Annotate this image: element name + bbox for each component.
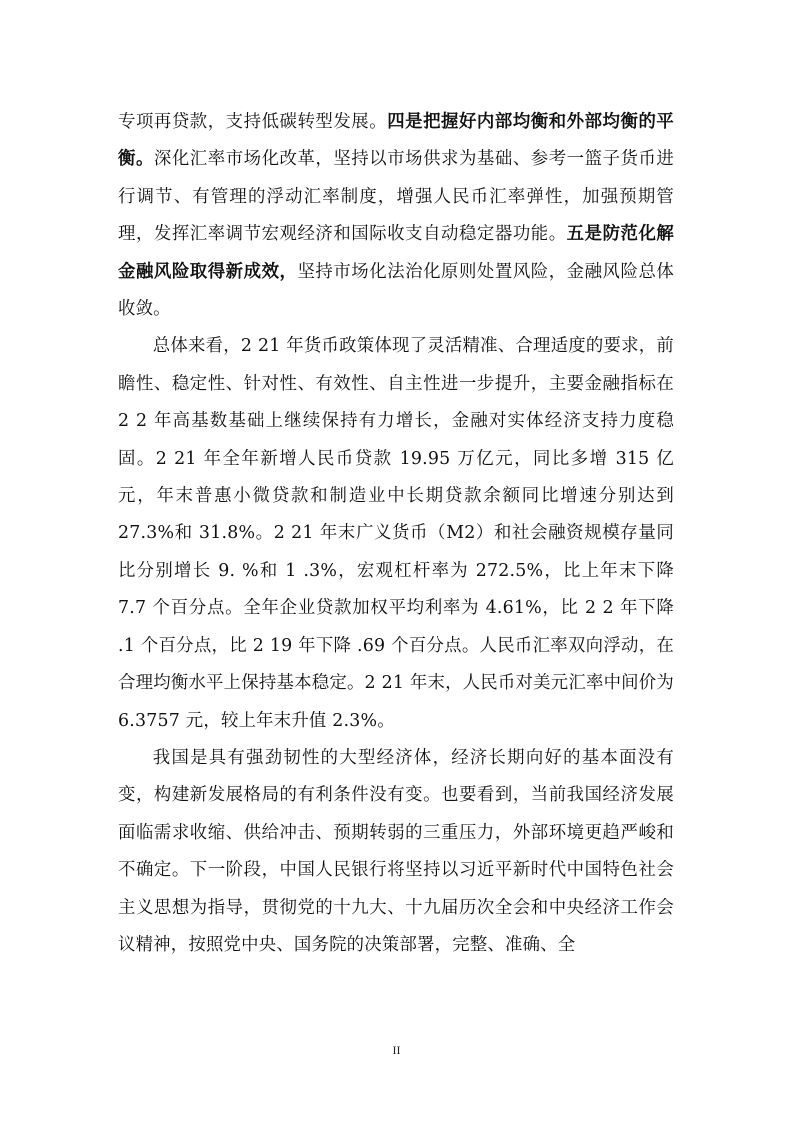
paragraph-3-segment: 我国是具有强劲韧性的大型经济体，经济长期向好的基本面没有变，构建新发展格局的有利条件没有变。也要看到，当前我国经济发展面临需求收缩、供给冲击、预期转弱的三重压力，外部环境更趋严峻和不确定。下一阶段，中国人民银行将坚持以习近平新时代中国特色社会主义思想为指导，贯彻党的十九大、十九届历次全会和中央经济工作会议精神，按照党中央、国务院的决策部署，完整、准确、全 [118, 747, 674, 955]
page-number: II [392, 1043, 401, 1057]
paragraph-1 [118, 104, 674, 328]
paragraph-2-segment: 总体来看，2 21 年货币政策体现了灵活精准、合理适度的要求，前瞻性、稳定性、针对性、有效性、自主性进一步提升，主要金融指标在 2 2 年高基数基础上继续保持有力增长，金融对实体经济支持力度稳固。2 21 年全年新增人民币贷款 19.95 万亿元，同比多增 315 亿元，年末普惠小微贷款和制造业中长期贷款余额同比增速分别达到 27.3%和 31.8%。2 21 年末广义货币（M2）和社会融资规模存量同比分别增长 9. %和 1 .3%，宏观杠杆率为 272.5%，比上年末下降 7.7 个百分点。全年企业贷款加权平均利率为 4.61%，比 2 2 年下降 .1 个百分点，比 2 19 年下降 .69 个百分点。人民币汇率双向浮动，在合理均衡水平上保持基本稳定。2 21 年末，人民币对美元汇率中间价为 6.3757 元，较上年末升值 2.3%。 [118, 336, 674, 731]
paragraph-1-bold-segment: 四是把握好内部均衡和外部均衡的平衡。 [118, 112, 674, 170]
paragraph-3 [118, 740, 674, 964]
paragraph-1-segment: 专项再贷款，支持低碳转型发展。 [118, 112, 388, 132]
paragraph-2 [118, 328, 674, 739]
paragraph-1-segment: 坚持市场化法治化原则处置风险，金融风险总体收敛。 [118, 261, 674, 320]
paragraph-1-bold-segment: 五是防范化解金融风险取得新成效， [118, 224, 674, 282]
paragraph-1-segment: 深化汇率市场化改革，坚持以市场供求为基础、参考一篮子货币进行调节、有管理的浮动汇率制度，增强人民币汇率弹性，加强预期管理，发挥汇率调节宏观经济和国际收支自动稳定器功能。 [118, 149, 674, 245]
body-text [118, 104, 674, 964]
